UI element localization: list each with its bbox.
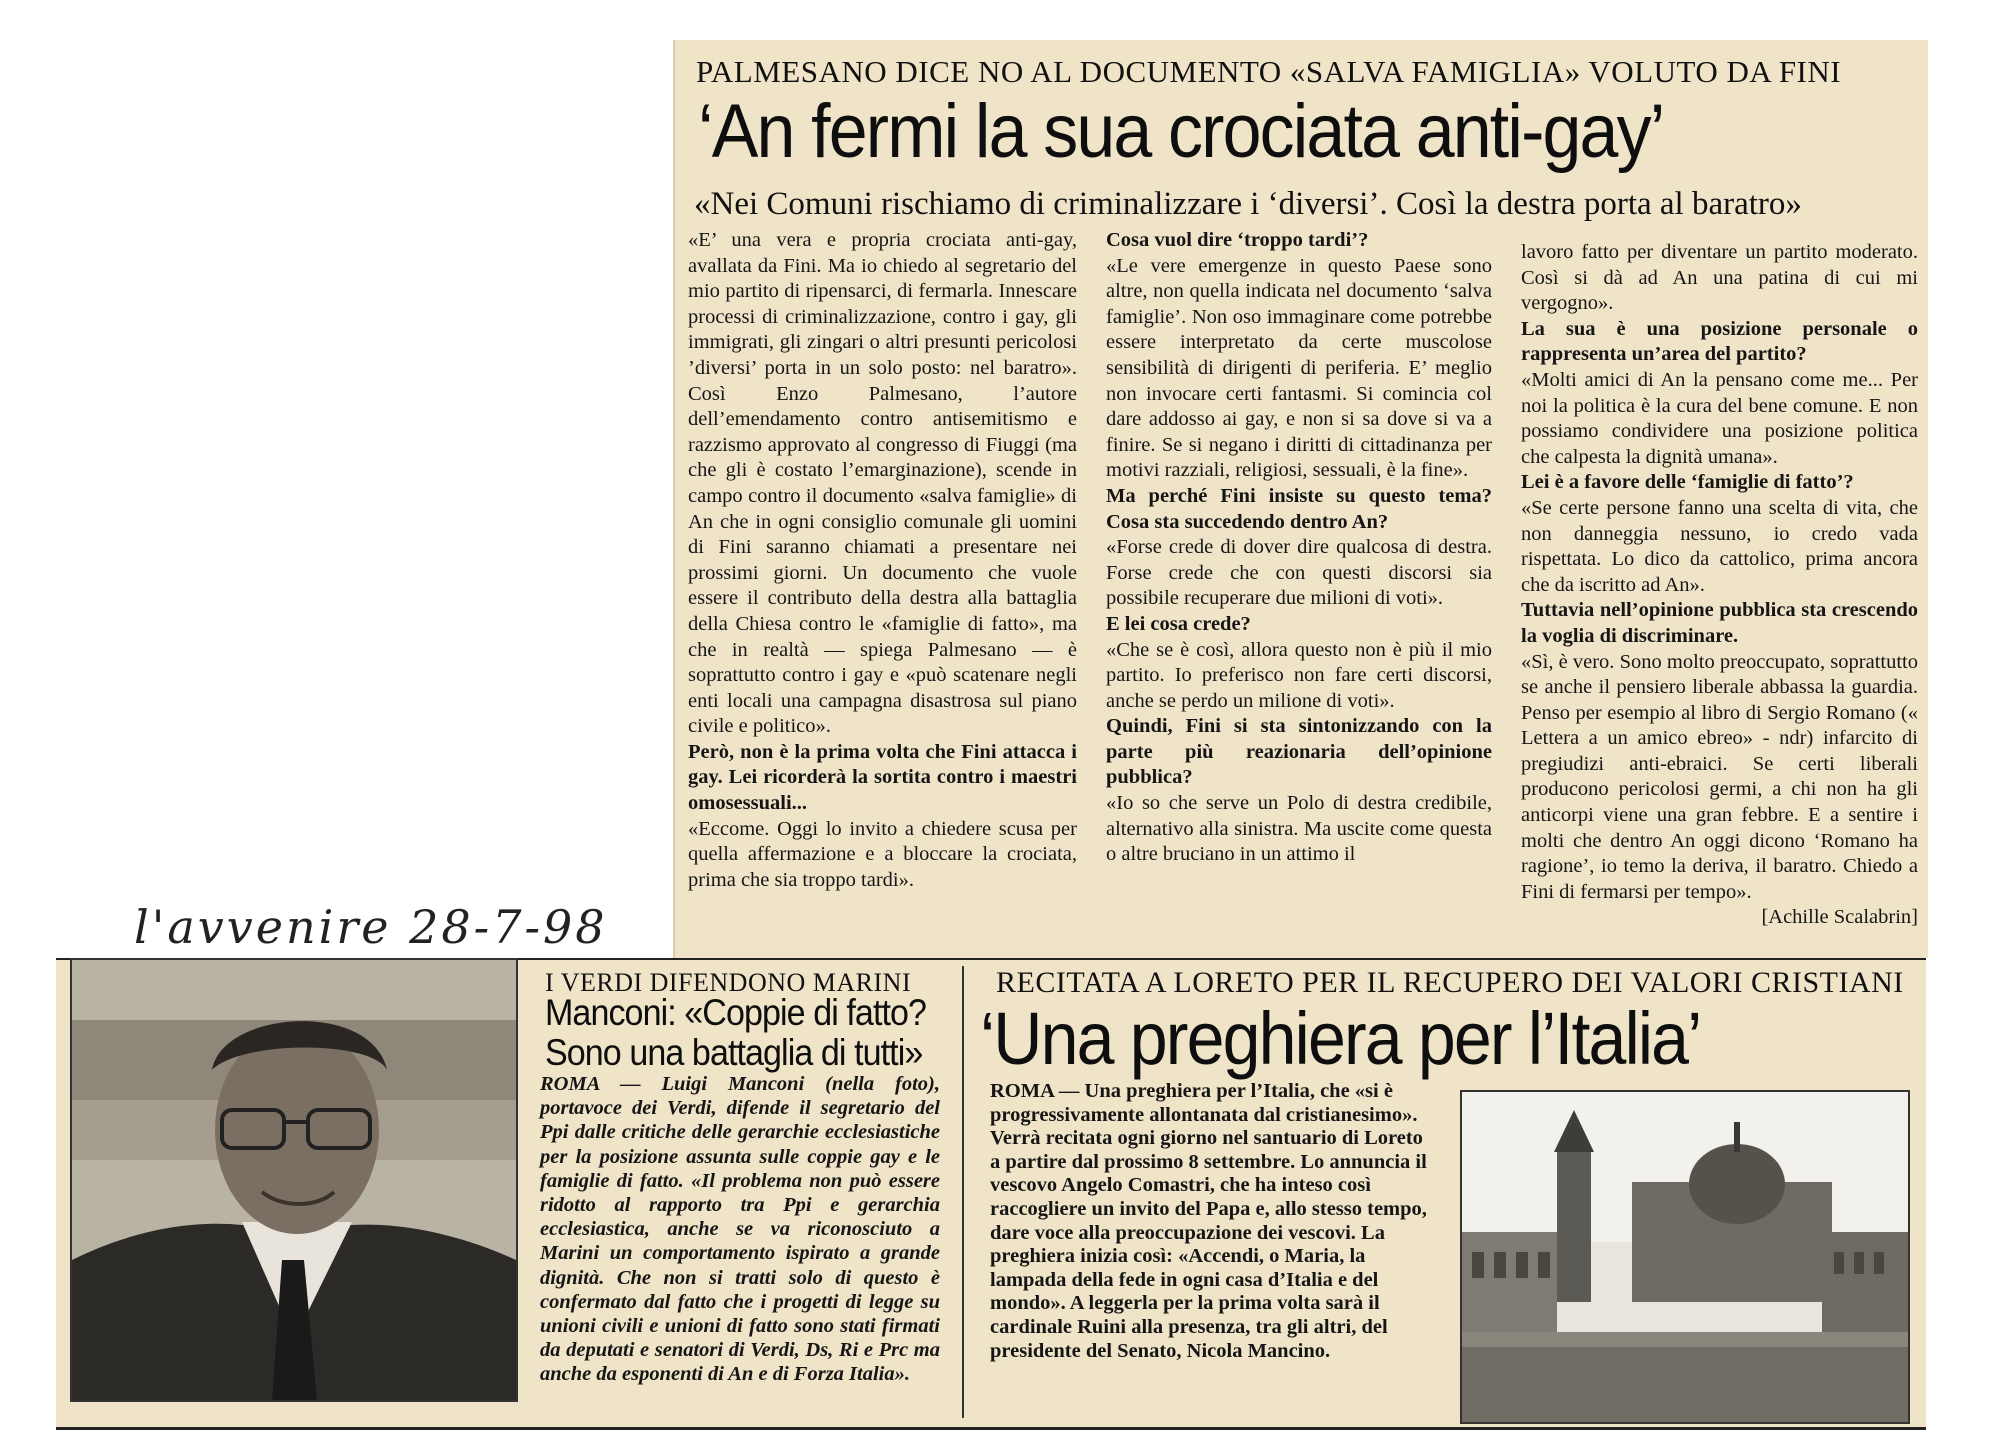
interview-question: Però, non è la prima volta che Fini attacca i gay. Lei ricorderà la sortita contro i maestri omosessuali...	[688, 740, 1077, 815]
top-article-kicker: PALMESANO DICE NO AL DOCUMENTO «SALVA FAMIGLIA» VOLUTO DA FINI	[696, 54, 1842, 89]
top-article-column-2	[1106, 228, 1492, 868]
loreto-headline: ‘Una preghiera per l’Italia’	[980, 997, 1701, 1080]
article-paragraph: «Le vere emergenze in questo Paese sono altre, non quella indicata nel documento ‘salva famiglie’. Non oso immaginare come potrebbe essere interpretato da certe muscolose sensibilità di dirigenti di periferia. E’ meglio non invocare certi fantasmi. Si comincia col dare addosso ai gay, e non si sa dove si va a finire. Se si negano i diritti di cittadinanza per motivi razziali, religiosi, sessuali, è la fine».	[1106, 254, 1492, 482]
top-article-subhead: «Nei Comuni rischiamo di criminalizzare i ‘diversi’. Così la destra porta al baratro»	[694, 186, 1802, 222]
top-article-headline: ‘An fermi la sua crociata anti-gay’	[698, 89, 1664, 174]
loreto-body: ROMA — Una preghiera per l’Italia, che «si è progressivamente allontanata dal cristianesimo». Verrà recitata ogni giorno nel santuario di Loreto a partire dal prossimo 8 settembre. Lo annuncia il vescovo Angelo Comastri, che ha inteso così raccogliere un invito del Papa e, allo stesso tempo, dare voce alla preoccupazione dei vescovi. La preghiera inizia così: «Accendi, o Maria, la lampada della fede in ogni casa d’Italia e del mondo». A leggerla per la prima volta sarà il cardinale Ruini alla presenza, tra gli altri, del presidente del Senato, Nicola Mancino.	[990, 1080, 1427, 1362]
article-paragraph: «Eccome. Oggi lo invito a chiedere scusa per quella affermazione e a bloccare la crociata, prima che sia troppo tardi».	[688, 817, 1077, 891]
manconi-photo	[70, 958, 518, 1402]
manconi-portrait-image	[72, 960, 516, 1400]
interview-question: E lei cosa crede?	[1106, 612, 1251, 635]
interview-question: Cosa vuol dire ‘troppo tardi’?	[1106, 229, 1369, 251]
interview-question: Quindi, Fini si sta sintonizzando con la parte più reazionaria dell’opinione pubblica?	[1106, 715, 1492, 789]
interview-question: Tuttavia nell’opinione pubblica sta crescendo la voglia di discriminare.	[1521, 599, 1918, 647]
article-paragraph: «Molti amici di An la pensano come me... Per noi la politica è la cura del bene comune. E non possiamo condividere una posizione politica che calpesta la dignità umana».	[1521, 368, 1918, 468]
article-paragraph: «Io so che serve un Polo di destra credibile, alternativo alla sinistra. Ma uscite come questa o altre bruciano in un attimo il	[1106, 792, 1492, 866]
manconi-body: ROMA — Luigi Manconi (nella foto), portavoce dei Verdi, difende il segretario del Ppi dalle critiche delle gerarchie ecclesiastiche per la posizione assunta sulle coppie gay e le famiglie di fatto. «Il problema non può essere ridotto al rapporto tra Ppi e gerarchia ecclesiastica, anche se va riconosciuto a Marini un comportamento ispirato a grande dignità. Che non si tratti solo di questo è confermato dal fatto che i progetti di legge su unioni civili e unioni di fatto sono stati firmati da deputati e senatori di Verdi, Ds, Ri e Prc ma anche da esponenti di An e di Forza Italia».	[540, 1073, 940, 1386]
manconi-kicker: I VERDI DIFENDONO MARINI	[545, 968, 912, 997]
interview-question: La sua è una posizione personale o rappresenta un’area del partito?	[1521, 317, 1918, 366]
article-paragraph: «Sì, è vero. Sono molto preoccupato, soprattutto se anche il pensiero liberale abbassa la guardia. Penso per esempio al libro di Sergio Romano (« Lettera a un amico ebreo» - ndr) infarcito di pregiudizi anti-ebraici. Se certi liberali producono pericolosi germi, a chi non ha gli anticorpi viene una gran febbre. E a sentire i molti che dentro An oggi dicono ‘Romano ha ragione’, io temo la deriva, il baratro. Chiedo a Fini di fermarsi per tempo».	[1521, 650, 1918, 903]
article-paragraph: «Forse crede di dover dire qualcosa di destra. Forse crede che con questi discorsi sia possibile recuperare due milioni di voti».	[1106, 536, 1492, 610]
handwritten-date-note: l'avvenire 28-7-98	[134, 900, 608, 954]
loreto-basilica-image	[1462, 1092, 1908, 1422]
article-paragraph: «E’ una vera e propria crociata anti-gay, avallata da Fini. Ma io chiedo al segretario del mio partito di ripensarci, di fermarla. Innescare processi di criminalizzazione, contro i gay, gli immigrati, gli zingari o altri presunti pericolosi ’diversi’ porta in un solo posto: nel baratro». Così Enzo Palmesano, l’autore dell’emendamento contro antisemitismo e razzismo approvato al congresso di Fiuggi (ma che gli è costato l’emarginazione), scende in campo contro il documento «salva famiglie» di An che in ogni consiglio comunale gli uomini di Fini saranno chiamati a presentare nei prossimi giorni. Un documento che vuole essere il contributo della destra alla battaglia della Chiesa contro le «famiglie di fatto», ma che in realtà — spiega Palmesano — è soprattutto contro i gay e «può scatenare negli enti locali una campagna disastrosa sul piano civile e politico».	[688, 229, 1077, 738]
article-paragraph: lavoro fatto per diventare un partito moderato. Così si dà ad An una patina di cui mi vergogno».	[1521, 241, 1918, 315]
manconi-headline-line1: Manconi: «Coppie di fatto?	[545, 992, 927, 1033]
bottom-rule	[56, 1427, 1926, 1430]
interview-question: Lei è a favore delle ‘famiglie di fatto’?	[1521, 471, 1854, 494]
top-article-column-3	[1521, 240, 1918, 931]
column-rule	[962, 966, 964, 1418]
article-paragraph: «Che se è così, allora questo non è più il mio partito. Io preferisco non fare certi discorsi, anche se perdo un milione di voti».	[1106, 638, 1492, 712]
author-signature: [Achille Scalabrin]	[1761, 906, 1918, 929]
article-paragraph: «Se certe persone fanno una scelta di vita, che non danneggia nessuno, io credo vada rispettata. Lo dico da cattolico, prima ancora che da iscritto ad An».	[1521, 496, 1918, 596]
loreto-sanctuary-photo	[1460, 1090, 1910, 1424]
loreto-kicker: RECITATA A LORETO PER IL RECUPERO DEI VALORI CRISTIANI	[996, 966, 1904, 999]
interview-question: Ma perché Fini insiste su questo tema? Cosa sta succedendo dentro An?	[1106, 484, 1492, 533]
top-article-column-1	[688, 228, 1077, 893]
manconi-headline-line2: Sono una battaglia di tutti»	[545, 1032, 923, 1073]
